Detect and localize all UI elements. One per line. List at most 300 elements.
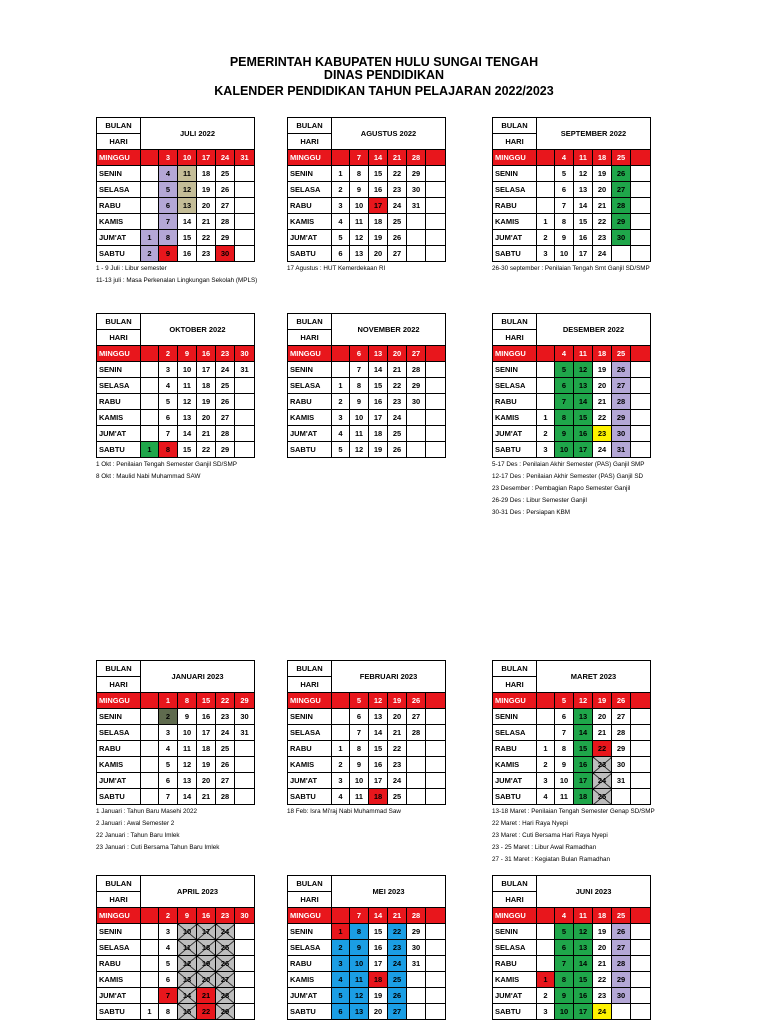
date-cell: 20 (197, 972, 216, 988)
week-row-sabtu (493, 442, 651, 458)
hari-label: HARI (288, 677, 332, 693)
date-cell: 19 (197, 757, 216, 773)
week-row-selasa (493, 182, 651, 198)
date-cell (407, 988, 426, 1004)
day-label: RABU (97, 741, 141, 757)
date-cell: 10 (555, 246, 574, 262)
date-cell: 27 (216, 410, 235, 426)
day-label: MINGGU (493, 693, 537, 709)
date-cell: 7 (159, 426, 178, 442)
date-cell (141, 741, 159, 757)
date-cell (426, 150, 446, 166)
date-cell: 25 (612, 150, 631, 166)
date-cell: 28 (612, 956, 631, 972)
hari-label: HARI (493, 677, 537, 693)
date-cell (235, 246, 255, 262)
date-cell: 7 (555, 198, 574, 214)
date-cell (537, 940, 555, 956)
date-cell: 19 (369, 442, 388, 458)
date-cell (426, 214, 446, 230)
date-cell: 18 (593, 150, 612, 166)
date-cell: 30 (612, 426, 631, 442)
date-cell (426, 442, 446, 458)
date-cell: 28 (216, 214, 235, 230)
date-cell: 4 (555, 908, 574, 924)
month-title: JUNI 2023 (537, 876, 651, 908)
date-cell (426, 246, 446, 262)
date-cell: 8 (350, 741, 369, 757)
date-cell: 27 (216, 773, 235, 789)
date-cell: 6 (555, 940, 574, 956)
date-cell (141, 346, 159, 362)
week-row-rabu (97, 956, 255, 972)
day-label: JUM'AT (97, 230, 141, 246)
day-label: JUM'AT (97, 988, 141, 1004)
date-cell: 1 (159, 693, 178, 709)
date-cell: 8 (350, 924, 369, 940)
hari-label: HARI (493, 134, 537, 150)
date-cell: 15 (369, 924, 388, 940)
date-cell: 28 (612, 394, 631, 410)
date-cell: 4 (159, 378, 178, 394)
date-cell (235, 182, 255, 198)
date-cell (631, 940, 651, 956)
date-cell: 14 (369, 725, 388, 741)
note-line: 23 Januari : Cuti Bersama Tahun Baru Imlek (96, 844, 220, 851)
day-label: SELASA (493, 378, 537, 394)
date-cell: 26 (407, 693, 426, 709)
date-cell: 13 (350, 1004, 369, 1020)
calendar-juni-2023 (492, 875, 651, 1020)
date-cell (426, 908, 446, 924)
date-cell (141, 988, 159, 1004)
date-cell: 13 (574, 378, 593, 394)
day-label: SABTU (493, 1004, 537, 1020)
calendar-februari-2023 (287, 660, 446, 805)
date-cell: 27 (216, 198, 235, 214)
date-cell: 8 (350, 378, 369, 394)
day-label: KAMIS (493, 757, 537, 773)
date-cell: 19 (197, 182, 216, 198)
date-cell: 10 (555, 1004, 574, 1020)
date-cell: 7 (159, 789, 178, 805)
date-cell: 21 (388, 150, 407, 166)
date-cell: 8 (555, 214, 574, 230)
week-row-selasa (493, 378, 651, 394)
date-cell: 13 (369, 709, 388, 725)
date-cell: 25 (612, 908, 631, 924)
date-cell (426, 725, 446, 741)
date-cell: 12 (178, 757, 197, 773)
date-cell: 4 (555, 150, 574, 166)
date-cell: 22 (593, 741, 612, 757)
day-label: SELASA (97, 940, 141, 956)
day-label: SABTU (493, 246, 537, 262)
week-row-minggu (97, 150, 255, 166)
week-row-jum-at (97, 773, 255, 789)
date-cell (426, 693, 446, 709)
date-cell: 14 (178, 214, 197, 230)
date-cell: 23 (593, 426, 612, 442)
day-label: RABU (288, 741, 332, 757)
date-cell: 6 (350, 346, 369, 362)
date-cell (332, 693, 350, 709)
date-cell: 26 (612, 924, 631, 940)
date-cell: 8 (555, 410, 574, 426)
date-cell: 16 (197, 346, 216, 362)
day-label: KAMIS (493, 972, 537, 988)
date-cell: 20 (388, 709, 407, 725)
date-cell: 31 (235, 725, 255, 741)
date-cell: 15 (178, 442, 197, 458)
week-row-kamis (288, 410, 446, 426)
date-cell (141, 924, 159, 940)
date-cell: 21 (388, 725, 407, 741)
date-cell: 16 (369, 182, 388, 198)
date-cell: 12 (369, 693, 388, 709)
date-cell: 18 (574, 789, 593, 805)
date-cell: 5 (332, 230, 350, 246)
date-cell (141, 166, 159, 182)
week-row-senin (97, 166, 255, 182)
week-row-minggu (288, 150, 446, 166)
date-cell (141, 757, 159, 773)
date-cell (631, 182, 651, 198)
date-cell (426, 773, 446, 789)
month-title: OKTOBER 2022 (141, 314, 255, 346)
calendar-juli-2022 (96, 117, 255, 262)
day-label: SELASA (97, 182, 141, 198)
date-cell (631, 362, 651, 378)
date-cell (332, 346, 350, 362)
date-cell (631, 410, 651, 426)
date-cell: 6 (555, 709, 574, 725)
day-label: RABU (97, 394, 141, 410)
date-cell: 20 (593, 940, 612, 956)
date-cell: 8 (159, 230, 178, 246)
date-cell: 24 (216, 150, 235, 166)
date-cell: 21 (197, 988, 216, 1004)
date-cell (426, 230, 446, 246)
date-cell: 22 (197, 442, 216, 458)
date-cell (407, 410, 426, 426)
date-cell (235, 956, 255, 972)
date-cell: 1 (141, 1004, 159, 1020)
date-cell: 22 (593, 214, 612, 230)
date-cell: 23 (216, 346, 235, 362)
day-label: MINGGU (288, 908, 332, 924)
note-line: 18 Feb: Isra Mi'raj Nabi Muhammad Saw (287, 808, 401, 815)
week-row-rabu (288, 198, 446, 214)
week-row-jum-at (288, 988, 446, 1004)
date-cell: 10 (178, 362, 197, 378)
date-cell: 3 (332, 198, 350, 214)
date-cell: 5 (332, 988, 350, 1004)
week-row-selasa (97, 378, 255, 394)
week-row-sabtu (97, 789, 255, 805)
date-cell (537, 908, 555, 924)
week-row-kamis (97, 214, 255, 230)
date-cell: 5 (555, 362, 574, 378)
day-label: KAMIS (288, 214, 332, 230)
date-cell: 22 (593, 972, 612, 988)
date-cell: 11 (350, 972, 369, 988)
date-cell (141, 378, 159, 394)
date-cell (141, 362, 159, 378)
date-cell: 21 (388, 908, 407, 924)
day-label: MINGGU (97, 693, 141, 709)
day-label: SABTU (97, 442, 141, 458)
date-cell: 25 (388, 426, 407, 442)
date-cell (426, 709, 446, 725)
date-cell (235, 442, 255, 458)
date-cell (407, 246, 426, 262)
date-cell: 6 (555, 182, 574, 198)
day-label: JUM'AT (288, 988, 332, 1004)
date-cell (537, 394, 555, 410)
week-row-rabu (97, 741, 255, 757)
date-cell: 12 (350, 442, 369, 458)
week-row-jum-at (493, 230, 651, 246)
date-cell: 2 (141, 246, 159, 262)
day-label: MINGGU (288, 150, 332, 166)
date-cell: 20 (593, 709, 612, 725)
date-cell (141, 198, 159, 214)
bulan-label: BULAN (493, 876, 537, 892)
date-cell: 12 (350, 230, 369, 246)
date-cell: 18 (369, 426, 388, 442)
date-cell: 12 (178, 956, 197, 972)
note-line: 1 Okt : Penilaian Tengah Semester Ganjil SD/SMP (96, 461, 237, 468)
month-title: JANUARI 2023 (141, 661, 255, 693)
day-label: SENIN (288, 709, 332, 725)
date-cell (631, 426, 651, 442)
week-row-senin (288, 709, 446, 725)
week-row-kamis (97, 410, 255, 426)
date-cell: 20 (369, 1004, 388, 1020)
date-cell: 3 (159, 150, 178, 166)
day-label: SELASA (493, 940, 537, 956)
date-cell: 18 (593, 346, 612, 362)
date-cell: 27 (612, 182, 631, 198)
date-cell: 1 (332, 378, 350, 394)
date-cell: 24 (593, 773, 612, 789)
date-cell: 18 (197, 940, 216, 956)
date-cell: 16 (574, 230, 593, 246)
week-row-jum-at (493, 426, 651, 442)
day-label: RABU (493, 394, 537, 410)
date-cell: 25 (216, 940, 235, 956)
week-row-kamis (97, 757, 255, 773)
day-label: SENIN (97, 166, 141, 182)
date-cell (631, 709, 651, 725)
date-cell: 19 (197, 956, 216, 972)
week-row-selasa (493, 940, 651, 956)
date-cell: 20 (197, 198, 216, 214)
date-cell (235, 198, 255, 214)
day-label: JUM'AT (97, 773, 141, 789)
date-cell: 18 (369, 789, 388, 805)
day-label: SABTU (288, 1004, 332, 1020)
date-cell: 14 (369, 150, 388, 166)
date-cell: 22 (388, 741, 407, 757)
week-row-sabtu (288, 246, 446, 262)
month-notes (96, 806, 219, 854)
date-cell: 27 (388, 1004, 407, 1020)
date-cell: 25 (388, 789, 407, 805)
week-row-kamis (493, 757, 651, 773)
date-cell: 13 (574, 709, 593, 725)
day-label: JUM'AT (493, 230, 537, 246)
date-cell (426, 956, 446, 972)
date-cell (407, 230, 426, 246)
date-cell: 20 (197, 773, 216, 789)
date-cell: 4 (555, 346, 574, 362)
date-cell: 4 (159, 166, 178, 182)
date-cell (631, 378, 651, 394)
week-row-kamis (288, 972, 446, 988)
note-line: 23 Maret : Cuti Bersama Hari Raya Nyepi (492, 832, 608, 839)
date-cell: 4 (537, 789, 555, 805)
date-cell: 12 (574, 693, 593, 709)
week-row-jum-at (97, 988, 255, 1004)
date-cell (537, 182, 555, 198)
date-cell: 9 (350, 394, 369, 410)
date-cell: 30 (235, 346, 255, 362)
bulan-label: BULAN (288, 118, 332, 134)
day-label: MINGGU (288, 346, 332, 362)
date-cell: 18 (197, 166, 216, 182)
date-cell: 30 (235, 709, 255, 725)
date-cell (631, 924, 651, 940)
date-cell (407, 442, 426, 458)
date-cell: 3 (332, 773, 350, 789)
week-row-rabu (97, 198, 255, 214)
date-cell: 17 (574, 442, 593, 458)
date-cell (235, 378, 255, 394)
date-cell: 4 (159, 741, 178, 757)
date-cell: 23 (593, 757, 612, 773)
date-cell: 16 (369, 394, 388, 410)
date-cell: 2 (332, 182, 350, 198)
date-cell: 14 (178, 426, 197, 442)
date-cell: 15 (574, 972, 593, 988)
date-cell: 30 (235, 908, 255, 924)
date-cell (235, 988, 255, 1004)
note-line: 26-30 september : Penilaian Tengah Smt Ganjil SD/SMP (492, 265, 650, 272)
week-row-rabu (288, 956, 446, 972)
date-cell (235, 924, 255, 940)
date-cell: 19 (197, 394, 216, 410)
month-title: FEBRUARI 2023 (332, 661, 446, 693)
date-cell (235, 741, 255, 757)
date-cell: 28 (216, 426, 235, 442)
date-cell: 11 (574, 346, 593, 362)
day-label: SENIN (97, 362, 141, 378)
date-cell: 3 (159, 725, 178, 741)
week-row-jum-at (97, 230, 255, 246)
day-label: JUM'AT (288, 230, 332, 246)
week-row-senin (493, 166, 651, 182)
date-cell: 8 (178, 693, 197, 709)
date-cell: 30 (612, 230, 631, 246)
hari-label: HARI (97, 892, 141, 908)
week-row-senin (97, 924, 255, 940)
note-line: 22 Januari : Tahun Baru Imlek (96, 832, 180, 839)
date-cell: 29 (612, 741, 631, 757)
date-cell (235, 940, 255, 956)
date-cell (141, 956, 159, 972)
week-row-selasa (288, 940, 446, 956)
date-cell: 18 (593, 908, 612, 924)
date-cell: 10 (350, 410, 369, 426)
date-cell: 28 (407, 908, 426, 924)
week-row-senin (97, 709, 255, 725)
date-cell: 8 (555, 972, 574, 988)
date-cell: 17 (574, 246, 593, 262)
date-cell (537, 378, 555, 394)
day-label: MINGGU (97, 346, 141, 362)
date-cell (631, 214, 651, 230)
date-cell: 17 (197, 362, 216, 378)
date-cell: 30 (216, 246, 235, 262)
day-label: RABU (97, 198, 141, 214)
date-cell: 2 (159, 709, 178, 725)
date-cell (537, 198, 555, 214)
day-label: RABU (97, 956, 141, 972)
date-cell: 14 (574, 198, 593, 214)
week-row-sabtu (97, 246, 255, 262)
date-cell (631, 789, 651, 805)
date-cell: 14 (574, 725, 593, 741)
date-cell: 2 (537, 757, 555, 773)
date-cell (235, 1004, 255, 1020)
date-cell: 28 (407, 725, 426, 741)
date-cell: 3 (537, 442, 555, 458)
date-cell: 21 (388, 362, 407, 378)
date-cell (426, 940, 446, 956)
date-cell: 10 (350, 773, 369, 789)
date-cell (426, 410, 446, 426)
week-row-senin (288, 362, 446, 378)
week-row-jum-at (97, 426, 255, 442)
week-row-selasa (97, 940, 255, 956)
calendar-desember-2022 (492, 313, 651, 458)
date-cell: 2 (332, 940, 350, 956)
day-label: MINGGU (288, 693, 332, 709)
date-cell: 10 (178, 924, 197, 940)
day-label: SELASA (493, 182, 537, 198)
date-cell: 23 (216, 709, 235, 725)
date-cell: 15 (178, 230, 197, 246)
date-cell: 11 (178, 378, 197, 394)
note-line: 11-13 juli : Masa Perkenalan Lingkungan Sekolah (MPLS) (96, 277, 258, 284)
date-cell: 10 (350, 956, 369, 972)
day-label: MINGGU (493, 150, 537, 166)
date-cell (612, 789, 631, 805)
date-cell: 29 (407, 924, 426, 940)
date-cell: 9 (159, 246, 178, 262)
bulan-label: BULAN (493, 661, 537, 677)
day-label: SENIN (493, 362, 537, 378)
date-cell: 16 (369, 940, 388, 956)
day-label: SABTU (97, 246, 141, 262)
date-cell: 15 (178, 1004, 197, 1020)
week-row-senin (493, 709, 651, 725)
date-cell: 3 (159, 362, 178, 378)
date-cell: 1 (537, 741, 555, 757)
date-cell: 26 (216, 182, 235, 198)
